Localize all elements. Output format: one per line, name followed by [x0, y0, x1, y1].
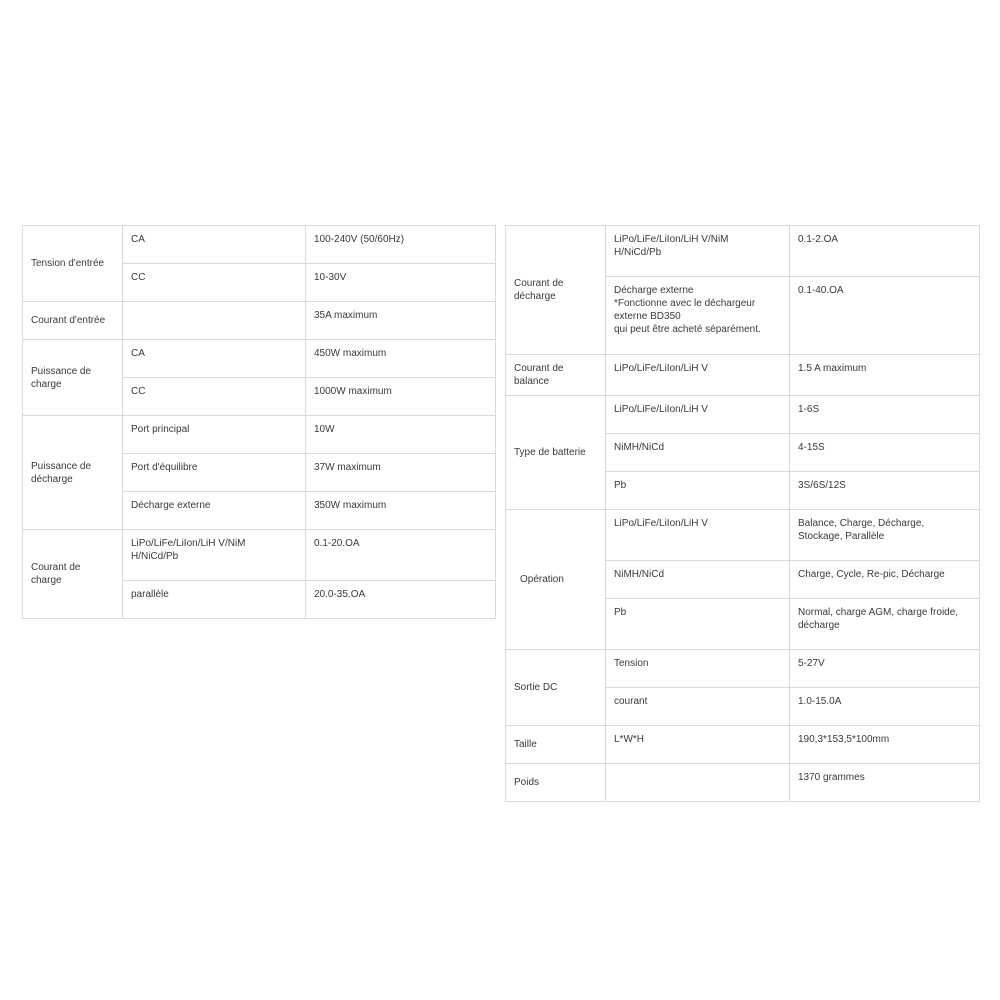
- spec-sublabel: LiPo/LiFe/LiIon/LiH V: [606, 355, 790, 396]
- spec-value: 0.1-40.OA: [790, 277, 980, 355]
- spec-label: Courant de balance: [506, 355, 606, 396]
- spec-sublabel: LiPo/LiFe/LiIon/LiH V/NiM H/NiCd/Pb: [123, 530, 306, 581]
- spec-value: Charge, Cycle, Re-pic, Décharge: [790, 561, 980, 599]
- spec-value: 10-30V: [306, 264, 496, 302]
- spec-sublabel: CC: [123, 378, 306, 416]
- spec-row: [23, 226, 496, 264]
- spec-value: 1.5 A maximum: [790, 355, 980, 396]
- spec-value: 1.0-15.0A: [790, 688, 980, 726]
- spec-row: [506, 726, 980, 764]
- spec-sublabel: LiPo/LiFe/LiIon/LiH V: [606, 510, 790, 561]
- spec-row: [506, 226, 980, 277]
- spec-value: 3S/6S/12S: [790, 472, 980, 510]
- spec-table-left-body: [23, 226, 496, 619]
- spec-value: Normal, charge AGM, charge froide, décharge: [790, 599, 980, 650]
- spec-label: Type de batterie: [506, 396, 606, 510]
- spec-table-left: [22, 225, 496, 619]
- spec-label: Opération: [506, 510, 606, 650]
- spec-value: 1000W maximum: [306, 378, 496, 416]
- spec-value: 1370 grammes: [790, 764, 980, 802]
- spec-sublabel: [606, 764, 790, 802]
- spec-sublabel: NiMH/NiCd: [606, 434, 790, 472]
- spec-sublabel: parallèle: [123, 581, 306, 619]
- spec-sublabel: CA: [123, 226, 306, 264]
- spec-sublabel: LiPo/LiFe/LiIon/LiH V: [606, 396, 790, 434]
- spec-sublabel: [123, 302, 306, 340]
- spec-label: Courant de charge: [23, 530, 123, 619]
- spec-label: Courant d'entrée: [23, 302, 123, 340]
- spec-row: [23, 530, 496, 581]
- spec-sublabel: Tension: [606, 650, 790, 688]
- spec-sublabel: Pb: [606, 599, 790, 650]
- spec-sublabel: Décharge externe: [123, 492, 306, 530]
- spec-row: [506, 650, 980, 688]
- spec-sublabel: Port principal: [123, 416, 306, 454]
- spec-row: [506, 355, 980, 396]
- spec-row: [23, 302, 496, 340]
- spec-value: 450W maximum: [306, 340, 496, 378]
- spec-label: Sortie DC: [506, 650, 606, 726]
- spec-value: 4-15S: [790, 434, 980, 472]
- spec-value: 100-240V (50/60Hz): [306, 226, 496, 264]
- spec-value: 190,3*153,5*100mm: [790, 726, 980, 764]
- spec-sublabel: CC: [123, 264, 306, 302]
- spec-label: Puissance de décharge: [23, 416, 123, 530]
- spec-sublabel: Décharge externe *Fonctionne avec le déchargeur externe BD350 qui peut être acheté séparément.: [606, 277, 790, 355]
- spec-label: Puissance de charge: [23, 340, 123, 416]
- spec-row: [23, 340, 496, 378]
- spec-sublabel: Port d'équilibre: [123, 454, 306, 492]
- spec-table-right-body: [506, 226, 980, 802]
- spec-table-right: [505, 225, 980, 802]
- spec-value: 0.1-2.OA: [790, 226, 980, 277]
- spec-sublabel: CA: [123, 340, 306, 378]
- spec-row: [23, 416, 496, 454]
- spec-sublabel: L*W*H: [606, 726, 790, 764]
- spec-value: Balance, Charge, Décharge, Stockage, Parallèle: [790, 510, 980, 561]
- spec-sublabel: LiPo/LiFe/LiIon/LiH V/NiM H/NiCd/Pb: [606, 226, 790, 277]
- spec-value: 350W maximum: [306, 492, 496, 530]
- spec-row: [506, 764, 980, 802]
- spec-label: Tension d'entrée: [23, 226, 123, 302]
- spec-value: 5-27V: [790, 650, 980, 688]
- spec-value: 1-6S: [790, 396, 980, 434]
- spec-label: Poids: [506, 764, 606, 802]
- spec-value: 10W: [306, 416, 496, 454]
- spec-sublabel: courant: [606, 688, 790, 726]
- spec-value: 20.0-35.OA: [306, 581, 496, 619]
- spec-label: Taille: [506, 726, 606, 764]
- spec-label: Courant de décharge: [506, 226, 606, 355]
- spec-row: [506, 396, 980, 434]
- spec-value: 0.1-20.OA: [306, 530, 496, 581]
- spec-sublabel: Pb: [606, 472, 790, 510]
- spec-sublabel: NiMH/NiCd: [606, 561, 790, 599]
- spec-value: 35A maximum: [306, 302, 496, 340]
- spec-value: 37W maximum: [306, 454, 496, 492]
- spec-row: [506, 510, 980, 561]
